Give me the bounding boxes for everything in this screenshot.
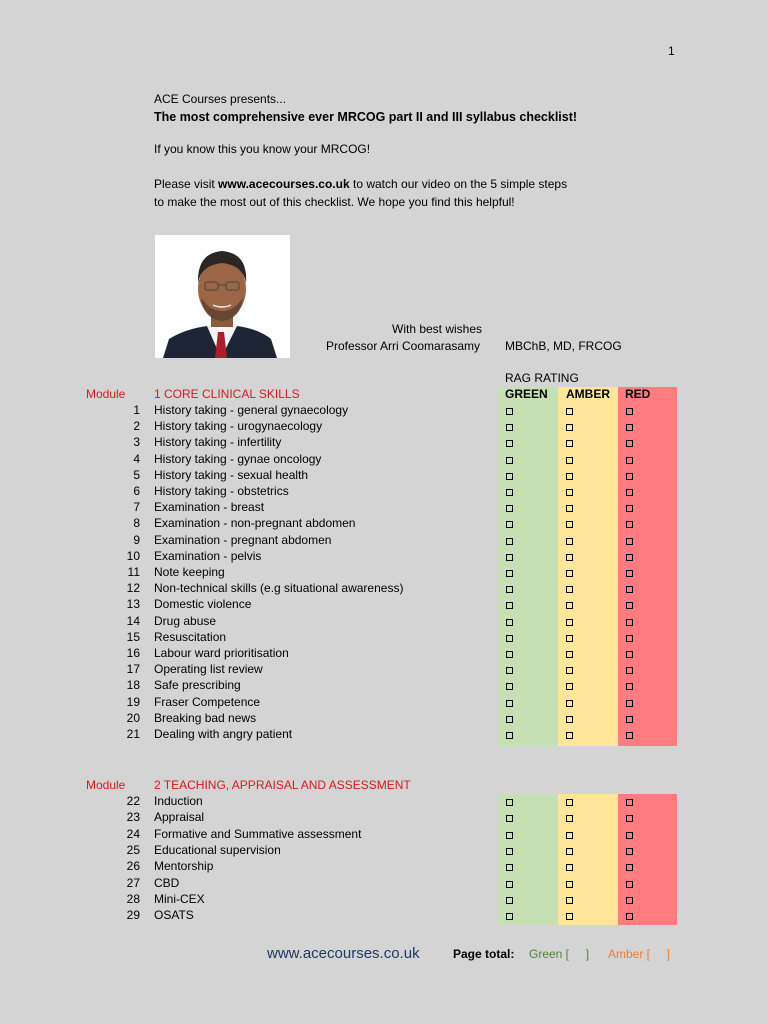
red-checkbox[interactable] (626, 799, 633, 806)
green-checkbox[interactable] (506, 700, 513, 707)
red-checkbox[interactable] (626, 408, 633, 415)
amber-checkbox[interactable] (566, 602, 573, 609)
item-number: 6 (133, 484, 140, 498)
item-text: History taking - sexual health (154, 467, 309, 482)
red-checkbox[interactable] (626, 440, 633, 447)
item-text: Resuscitation (154, 629, 227, 644)
module-2-title: 2 TEACHING, APPRAISAL AND ASSESSMENT (154, 778, 411, 792)
green-checkbox[interactable] (506, 832, 513, 839)
checklist-row (0, 565, 768, 581)
item-number: 17 (126, 662, 140, 677)
green-checkbox[interactable] (506, 586, 513, 593)
red-checkbox[interactable] (626, 700, 633, 707)
intro-visit-line2: to make the most out of this checklist. We hope you find this helpful! (154, 195, 515, 209)
red-checkbox[interactable] (626, 732, 633, 739)
page-total-label: Page total: (453, 947, 515, 961)
item-text: Labour ward prioritisation (154, 646, 289, 660)
amber-checkbox[interactable] (566, 732, 573, 739)
author-photo (155, 235, 290, 358)
checklist-row (0, 403, 768, 419)
amber-checkbox[interactable] (566, 505, 573, 512)
item-text: Examination - pelvis (154, 548, 262, 563)
green-checkbox[interactable] (506, 538, 513, 545)
red-checkbox[interactable] (626, 683, 633, 690)
item-number: 20 (126, 710, 140, 725)
amber-checkbox[interactable] (566, 440, 573, 447)
item-text: Fraser Competence (154, 694, 261, 709)
green-total: Green [ ] (529, 947, 590, 961)
red-checkbox[interactable] (626, 570, 633, 577)
intro-headline: The most comprehensive ever MRCOG part II and III syllabus checklist! (154, 110, 578, 124)
green-checkbox[interactable] (506, 619, 513, 626)
red-checkbox[interactable] (626, 815, 633, 822)
amber-checkbox[interactable] (566, 881, 573, 888)
amber-checkbox[interactable] (566, 799, 573, 806)
red-checkbox[interactable] (626, 521, 633, 528)
item-text: Note keeping (154, 565, 225, 579)
checklist-row (0, 630, 768, 646)
green-checkbox[interactable] (506, 651, 513, 658)
item-text: Non-technical skills (e.g situational awareness) (154, 581, 404, 596)
checklist-row (0, 810, 768, 826)
red-checkbox[interactable] (626, 651, 633, 658)
amber-checkbox[interactable] (566, 586, 573, 593)
item-number: 14 (126, 613, 140, 628)
green-checkbox[interactable] (506, 864, 513, 871)
amber-checkbox[interactable] (566, 521, 573, 528)
amber-checkbox[interactable] (566, 848, 573, 855)
item-text: Breaking bad news (154, 710, 257, 725)
visit-suffix: to watch our video on the 5 simple steps (349, 177, 568, 191)
amber-checkbox[interactable] (566, 651, 573, 658)
visit-link[interactable]: www.acecourses.co.uk (218, 177, 350, 191)
item-number: 25 (126, 842, 140, 857)
item-text: Dealing with angry patient (154, 727, 293, 741)
item-number: 27 (126, 875, 140, 890)
item-number: 12 (126, 581, 140, 596)
red-checkbox[interactable] (626, 538, 633, 545)
module-1-label: Module (86, 387, 126, 401)
red-checkbox[interactable] (626, 897, 633, 904)
rag-green-header: GREEN (505, 387, 548, 401)
module-2-label: Module (86, 778, 126, 792)
amber-checkbox[interactable] (566, 815, 573, 822)
checklist-row (0, 876, 768, 892)
amber-checkbox[interactable] (566, 913, 573, 920)
item-text: Examination - pregnant abdomen (154, 532, 332, 547)
item-number: 29 (126, 908, 140, 923)
checklist-row (0, 843, 768, 859)
red-checkbox[interactable] (626, 832, 633, 839)
portrait-image (155, 235, 290, 358)
red-checkbox[interactable] (626, 554, 633, 561)
signature-name: Professor Arri Coomarasamy (326, 339, 481, 353)
red-checkbox[interactable] (626, 864, 633, 871)
green-checkbox[interactable] (506, 440, 513, 447)
checklist-row (0, 484, 768, 500)
item-number: 19 (126, 694, 140, 709)
item-number: 7 (133, 500, 140, 515)
red-checkbox[interactable] (626, 424, 633, 431)
amber-checkbox[interactable] (566, 832, 573, 839)
checklist-row (0, 859, 768, 875)
amber-checkbox[interactable] (566, 619, 573, 626)
green-checkbox[interactable] (506, 799, 513, 806)
checklist-row (0, 727, 768, 743)
green-checkbox[interactable] (506, 408, 513, 415)
green-checkbox[interactable] (506, 570, 513, 577)
red-checkbox[interactable] (626, 716, 633, 723)
item-text: Induction (154, 794, 203, 808)
red-checkbox[interactable] (626, 505, 633, 512)
checklist-row (0, 468, 768, 484)
item-number: 5 (133, 467, 140, 482)
item-number: 21 (126, 727, 140, 741)
item-number: 18 (126, 678, 140, 693)
item-number: 1 (133, 403, 140, 417)
red-checkbox[interactable] (626, 635, 633, 642)
checklist-row (0, 678, 768, 694)
green-checkbox[interactable] (506, 602, 513, 609)
rag-title: RAG RATING (505, 371, 579, 385)
item-number: 2 (133, 419, 140, 434)
item-number: 10 (126, 548, 140, 563)
green-checkbox[interactable] (506, 732, 513, 739)
checklist-row (0, 435, 768, 451)
item-text: Drug abuse (154, 613, 217, 628)
item-number: 26 (126, 859, 140, 874)
checklist-row (0, 827, 768, 843)
amber-checkbox[interactable] (566, 570, 573, 577)
amber-checkbox[interactable] (566, 424, 573, 431)
item-text: Educational supervision (154, 842, 281, 857)
checklist-row (0, 597, 768, 613)
green-checkbox[interactable] (506, 815, 513, 822)
amber-total: Amber [ ] (608, 947, 671, 961)
signature-wishes: With best wishes (392, 322, 483, 336)
red-checkbox[interactable] (626, 667, 633, 674)
green-checkbox[interactable] (506, 667, 513, 674)
item-text: Operating list review (154, 662, 263, 677)
green-checkbox[interactable] (506, 881, 513, 888)
amber-checkbox[interactable] (566, 683, 573, 690)
red-checkbox[interactable] (626, 489, 633, 496)
visit-prefix: Please visit (154, 177, 219, 191)
amber-checkbox[interactable] (566, 864, 573, 871)
item-number: 16 (126, 646, 140, 660)
red-checkbox[interactable] (626, 619, 633, 626)
amber-checkbox[interactable] (566, 489, 573, 496)
footer-url[interactable]: www.acecourses.co.uk (267, 945, 420, 962)
checklist-row (0, 908, 768, 924)
green-checkbox[interactable] (506, 897, 513, 904)
amber-checkbox[interactable] (566, 635, 573, 642)
green-checkbox[interactable] (506, 913, 513, 920)
item-text: History taking - infertility (154, 435, 282, 450)
item-number: 24 (126, 826, 140, 841)
item-number: 13 (126, 597, 140, 612)
red-checkbox[interactable] (626, 848, 633, 855)
checklist-row (0, 646, 768, 662)
item-text: Examination - breast (154, 500, 265, 515)
amber-checkbox[interactable] (566, 408, 573, 415)
amber-checkbox[interactable] (566, 667, 573, 674)
checklist-row (0, 500, 768, 516)
item-number: 11 (127, 565, 140, 579)
amber-checkbox[interactable] (566, 716, 573, 723)
page-number: 1 (668, 44, 675, 58)
item-text: CBD (154, 875, 180, 890)
checklist-row (0, 452, 768, 468)
green-checkbox[interactable] (506, 424, 513, 431)
green-checkbox[interactable] (506, 505, 513, 512)
item-text: History taking - gynae oncology (154, 451, 322, 466)
amber-checkbox[interactable] (566, 473, 573, 480)
red-checkbox[interactable] (626, 473, 633, 480)
item-text: Mentorship (154, 859, 214, 874)
item-number: 23 (126, 810, 140, 825)
checklist-row (0, 516, 768, 532)
red-checkbox[interactable] (626, 602, 633, 609)
checklist-row (0, 581, 768, 597)
green-checkbox[interactable] (506, 521, 513, 528)
item-number: 15 (126, 629, 140, 644)
item-number: 28 (126, 891, 140, 906)
item-text: Domestic violence (154, 597, 252, 612)
green-checkbox[interactable] (506, 489, 513, 496)
checklist-row (0, 662, 768, 678)
green-checkbox[interactable] (506, 683, 513, 690)
item-number: 3 (133, 435, 140, 450)
item-text: History taking - urogynaecology (154, 419, 323, 434)
red-checkbox[interactable] (626, 457, 633, 464)
checklist-row (0, 419, 768, 435)
red-checkbox[interactable] (626, 913, 633, 920)
green-checkbox[interactable] (506, 716, 513, 723)
intro-visit-line1 (154, 177, 567, 191)
green-checkbox[interactable] (506, 848, 513, 855)
item-text: Safe prescribing (154, 678, 241, 693)
item-text: Formative and Summative assessment (154, 826, 362, 841)
checklist-row (0, 794, 768, 810)
item-text: OSATS (154, 908, 194, 923)
checklist-row (0, 549, 768, 565)
amber-checkbox[interactable] (566, 457, 573, 464)
item-text: History taking - general gynaecology (154, 403, 349, 417)
amber-checkbox[interactable] (566, 897, 573, 904)
checklist-row (0, 533, 768, 549)
intro-tagline: If you know this you know your MRCOG! (154, 142, 371, 156)
green-checkbox[interactable] (506, 473, 513, 480)
item-number: 9 (133, 532, 140, 547)
amber-checkbox[interactable] (566, 538, 573, 545)
amber-checkbox[interactable] (566, 554, 573, 561)
intro-presents: ACE Courses presents... (154, 92, 287, 106)
rag-red-header: RED (625, 387, 651, 401)
amber-checkbox[interactable] (566, 700, 573, 707)
item-number: 4 (133, 451, 140, 466)
green-checkbox[interactable] (506, 457, 513, 464)
module-1-title: 1 CORE CLINICAL SKILLS (154, 387, 300, 401)
checklist-row (0, 695, 768, 711)
item-number: 8 (133, 516, 140, 531)
green-checkbox[interactable] (506, 635, 513, 642)
item-number: 22 (126, 794, 140, 808)
checklist-row (0, 711, 768, 727)
checklist-row (0, 614, 768, 630)
item-text: Appraisal (154, 810, 205, 825)
item-text: History taking - obstetrics (154, 484, 289, 498)
item-text: Mini-CEX (154, 891, 205, 906)
red-checkbox[interactable] (626, 881, 633, 888)
rag-amber-header: AMBER (566, 387, 610, 401)
red-checkbox[interactable] (626, 586, 633, 593)
signature-credentials: MBChB, MD, FRCOG (505, 339, 622, 353)
checklist-row (0, 892, 768, 908)
item-text: Examination - non-pregnant abdomen (154, 516, 356, 531)
green-checkbox[interactable] (506, 554, 513, 561)
